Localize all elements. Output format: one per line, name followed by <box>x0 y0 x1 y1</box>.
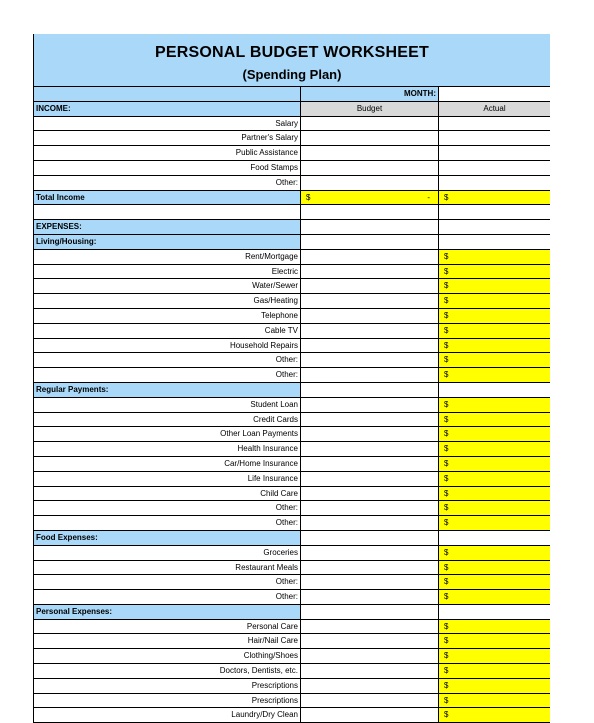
table-row <box>34 664 550 679</box>
table-row <box>34 546 550 561</box>
budget-cell[interactable] <box>300 457 438 471</box>
expense-item-label: Gas/Heating <box>253 296 298 306</box>
expense-item-label: Telephone <box>261 310 298 320</box>
actual-cell[interactable]: $ <box>438 398 550 412</box>
actual-cell[interactable] <box>438 176 550 190</box>
table-row <box>34 398 550 413</box>
table-row <box>34 176 550 191</box>
budget-cell[interactable] <box>300 487 438 501</box>
section-label: Personal Expenses: <box>34 605 300 619</box>
actual-cell[interactable]: $ <box>438 620 550 634</box>
table-row <box>34 294 550 309</box>
table-row <box>34 694 550 709</box>
budget-cell[interactable] <box>300 413 438 427</box>
month-input-cell[interactable] <box>438 87 550 101</box>
expense-item-label: Credit Cards <box>253 414 298 424</box>
table-row <box>34 472 550 487</box>
actual-cell[interactable]: $ <box>438 294 550 308</box>
actual-column-header: Actual <box>438 102 550 116</box>
expense-item-label: Restaurant Meals <box>235 562 298 572</box>
total-budget-value: - <box>427 192 430 202</box>
budget-cell[interactable] <box>300 117 438 131</box>
actual-cell[interactable]: $ <box>438 708 550 722</box>
expense-item-label: Doctors, Dentists, etc. <box>219 666 298 676</box>
actual-cell[interactable] <box>438 146 550 160</box>
spacer-row <box>34 205 550 220</box>
actual-cell[interactable]: $ <box>438 442 550 456</box>
actual-cell[interactable]: $ <box>438 590 550 604</box>
actual-cell[interactable]: $ <box>438 546 550 560</box>
expense-item-label: Health Insurance <box>237 444 298 454</box>
table-row <box>34 146 550 161</box>
table-row <box>34 131 550 146</box>
actual-cell[interactable]: $ <box>438 501 550 515</box>
expense-item-label: Groceries <box>263 547 298 557</box>
expense-item-label: Rent/Mortgage <box>245 251 298 261</box>
actual-cell[interactable] <box>438 117 550 131</box>
table-row <box>34 427 550 442</box>
month-label: MONTH: <box>300 87 438 101</box>
budget-cell[interactable] <box>300 324 438 338</box>
budget-cell[interactable] <box>300 620 438 634</box>
worksheet-subtitle: (Spending Plan) <box>242 67 342 82</box>
total-budget-currency: $ <box>306 192 311 202</box>
expense-item-label: Student Loan <box>250 399 298 409</box>
actual-cell[interactable]: $ <box>438 487 550 501</box>
total-income-actual-cell[interactable]: $ <box>438 191 550 205</box>
actual-cell[interactable]: $ <box>438 413 550 427</box>
expense-item-label: Other: <box>275 592 298 602</box>
budget-column-header: Budget <box>300 102 438 116</box>
expense-item-label: Other: <box>275 503 298 513</box>
budget-cell[interactable] <box>300 265 438 279</box>
expense-item-label: Other: <box>275 577 298 587</box>
total-income-row <box>34 191 550 206</box>
expense-item-label: Car/Home Insurance <box>224 458 298 468</box>
expense-item-label: Cable TV <box>264 325 298 335</box>
actual-cell[interactable]: $ <box>438 265 550 279</box>
actual-cell[interactable]: $ <box>438 339 550 353</box>
table-row <box>34 620 550 635</box>
income-header-row <box>34 102 550 117</box>
expenses-header-row <box>34 220 550 235</box>
section-header-row <box>34 531 550 546</box>
table-row <box>34 575 550 590</box>
budget-cell[interactable] <box>300 131 438 145</box>
budget-cell[interactable] <box>300 309 438 323</box>
month-row <box>34 87 550 102</box>
table-row <box>34 324 550 339</box>
expense-item-label: Water/Sewer <box>252 281 298 291</box>
table-row <box>34 250 550 265</box>
income-item-label: Salary <box>275 118 298 128</box>
budget-cell[interactable] <box>300 649 438 663</box>
total-income-label: Total Income <box>34 191 300 205</box>
actual-cell[interactable]: $ <box>438 649 550 663</box>
budget-cell[interactable] <box>300 516 438 530</box>
budget-cell[interactable] <box>300 146 438 160</box>
actual-cell[interactable]: $ <box>438 368 550 382</box>
income-item-label: Public Assistance <box>235 148 298 158</box>
expense-item-label: Laundry/Dry Clean <box>231 710 298 720</box>
expense-item-label: Other: <box>275 518 298 528</box>
worksheet-header <box>34 34 550 87</box>
budget-cell[interactable] <box>300 353 438 367</box>
budget-cell[interactable] <box>300 368 438 382</box>
budget-cell[interactable] <box>300 161 438 175</box>
actual-cell[interactable]: $ <box>438 427 550 441</box>
income-header: INCOME: <box>34 102 300 116</box>
budget-cell[interactable] <box>300 294 438 308</box>
expense-item-label: Electric <box>271 266 298 276</box>
table-row <box>34 413 550 428</box>
table-row <box>34 161 550 176</box>
budget-cell[interactable] <box>300 279 438 293</box>
income-item-label: Other: <box>275 177 298 187</box>
budget-cell[interactable] <box>300 634 438 648</box>
actual-cell[interactable]: $ <box>438 324 550 338</box>
worksheet-title: PERSONAL BUDGET WORKSHEET <box>154 44 430 61</box>
expense-item-label: Clothing/Shoes <box>243 651 298 661</box>
section-label: Living/Housing: <box>34 235 300 249</box>
expense-item-label: Personal Care <box>246 621 298 631</box>
actual-cell[interactable]: $ <box>438 561 550 575</box>
table-row <box>34 353 550 368</box>
budget-cell[interactable] <box>300 472 438 486</box>
expense-item-label: Other Loan Payments <box>220 429 298 439</box>
budget-cell[interactable] <box>300 679 438 693</box>
table-row <box>34 457 550 472</box>
budget-cell[interactable] <box>300 561 438 575</box>
budget-worksheet <box>33 34 550 723</box>
expenses-header: EXPENSES: <box>34 220 300 234</box>
actual-cell[interactable]: $ <box>438 279 550 293</box>
expense-item-label: Life Insurance <box>247 473 298 483</box>
budget-cell[interactable] <box>300 546 438 560</box>
budget-cell[interactable] <box>300 708 438 722</box>
table-row <box>34 679 550 694</box>
expense-item-label: Child Care <box>260 488 298 498</box>
income-item-label: Food Stamps <box>250 162 298 172</box>
income-rows <box>34 117 550 191</box>
table-row <box>34 516 550 531</box>
actual-cell[interactable]: $ <box>438 472 550 486</box>
table-row <box>34 339 550 354</box>
actual-cell[interactable]: $ <box>438 309 550 323</box>
actual-cell[interactable]: $ <box>438 679 550 693</box>
table-row <box>34 501 550 516</box>
expense-item-label: Prescriptions <box>251 695 298 705</box>
section-label: Regular Payments: <box>34 383 300 397</box>
table-row <box>34 634 550 649</box>
expense-item-label: Other: <box>275 370 298 380</box>
actual-cell[interactable]: $ <box>438 575 550 589</box>
table-row <box>34 590 550 605</box>
budget-cell[interactable] <box>300 664 438 678</box>
table-row <box>34 117 550 132</box>
table-row <box>34 279 550 294</box>
table-row <box>34 487 550 502</box>
actual-cell[interactable]: $ <box>438 457 550 471</box>
table-row <box>34 265 550 280</box>
actual-cell[interactable]: $ <box>438 353 550 367</box>
budget-cell[interactable] <box>300 442 438 456</box>
budget-cell[interactable] <box>300 176 438 190</box>
budget-cell[interactable] <box>300 427 438 441</box>
expense-item-label: Hair/Nail Care <box>247 636 298 646</box>
budget-cell[interactable] <box>300 501 438 515</box>
actual-cell[interactable]: $ <box>438 664 550 678</box>
budget-cell[interactable] <box>300 694 438 708</box>
table-row <box>34 309 550 324</box>
table-row <box>34 561 550 576</box>
actual-cell[interactable]: $ <box>438 250 550 264</box>
table-row <box>34 368 550 383</box>
expense-item-label: Other: <box>275 355 298 365</box>
section-header-row <box>34 605 550 620</box>
total-income-budget-cell[interactable] <box>300 191 438 205</box>
expense-sections <box>34 235 550 723</box>
table-row <box>34 442 550 457</box>
expense-item-label: Prescriptions <box>251 680 298 690</box>
section-header-row <box>34 235 550 250</box>
budget-cell[interactable] <box>300 250 438 264</box>
section-label: Food Expenses: <box>34 531 300 545</box>
actual-cell[interactable] <box>438 131 550 145</box>
expense-item-label: Household Repairs <box>229 340 298 350</box>
budget-cell[interactable] <box>300 590 438 604</box>
income-item-label: Partner's Salary <box>241 133 298 143</box>
actual-cell[interactable]: $ <box>438 516 550 530</box>
budget-cell[interactable] <box>300 339 438 353</box>
section-header-row <box>34 383 550 398</box>
actual-cell[interactable]: $ <box>438 694 550 708</box>
actual-cell[interactable] <box>438 161 550 175</box>
table-row <box>34 649 550 664</box>
budget-cell[interactable] <box>300 575 438 589</box>
actual-cell[interactable]: $ <box>438 634 550 648</box>
budget-cell[interactable] <box>300 398 438 412</box>
